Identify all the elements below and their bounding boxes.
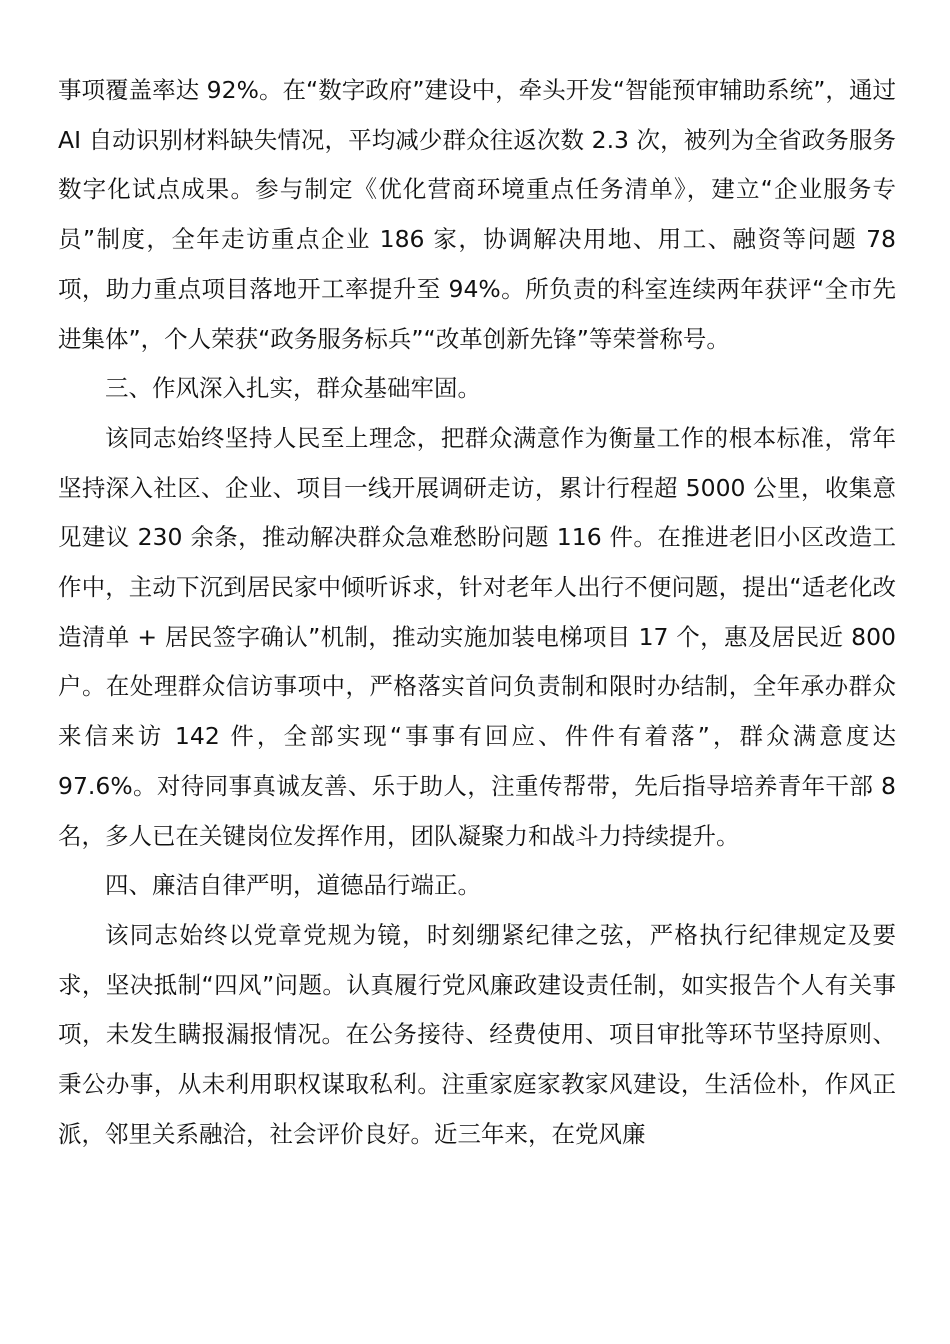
section-heading-4: 四、廉洁自律严明，道德品行端正。 [105, 871, 481, 900]
paragraph-continuation: 事项覆盖率达 92%。在“数字政府”建设中，牵头开发“智能预审辅助系统”，通过 AI 自动识别材料缺失情况，平均减少群众往返次数 2.3 次，被列为全省政务服务数字化试点成果。参与制定《优化营商环境重点任务清单》，建立“企业服务专员”制度，全年走访重点企业 186 家，协调解决用地、用工、融资等问题 78 项，助力重点项目落地开工率提升至 94%。所负责的科室连续两年获评“全市先进集体”，个人荣获“政务服务标兵”“改革创新先锋”等荣誉称号。 [58, 76, 896, 353]
paragraph-section-3: 该同志始终坚持人民至上理念，把群众满意作为衡量工作的根本标准，常年坚持深入社区、企业、项目一线开展调研走访，累计行程超 5000 公里，收集意见建议 230 余条，推动解决群众急难愁盼问题 116 件。在推进老旧小区改造工作中，主动下沉到居民家中倾听诉求，针对老年人出行不便问题，提出“适老化改造清单 + 居民签字确认”机制，推动实施加装电梯项目 17 个，惠及居民近 800 户。在处理群众信访事项中，严格落实首问负责制和限时办结制，全年承办群众来信来访 142 件，全部实现“事事有回应、件件有着落”，群众满意度达 97.6%。对待同事真诚友善、乐于助人，注重传帮带，先后指导培养青年干部 8 名，多人已在关键岗位发挥作用，团队凝聚力和战斗力持续提升。 [58, 423, 896, 850]
document-page [58, 66, 896, 1159]
section-heading-3: 三、作风深入扎实，群众基础牢固。 [105, 374, 481, 403]
paragraph-section-4: 该同志始终以党章党规为镜，时刻绷紧纪律之弦，严格执行纪律规定及要求，坚决抵制“四风”问题。认真履行党风廉政建设责任制，如实报告个人有关事项，未发生瞒报漏报情况。在公务接待、经费使用、项目审批等环节坚持原则、秉公办事，从未利用职权谋取私利。注重家庭家教家风建设，生活俭朴，作风正派，邻里关系融洽，社会评价良好。近三年来，在党风廉 [58, 920, 896, 1148]
